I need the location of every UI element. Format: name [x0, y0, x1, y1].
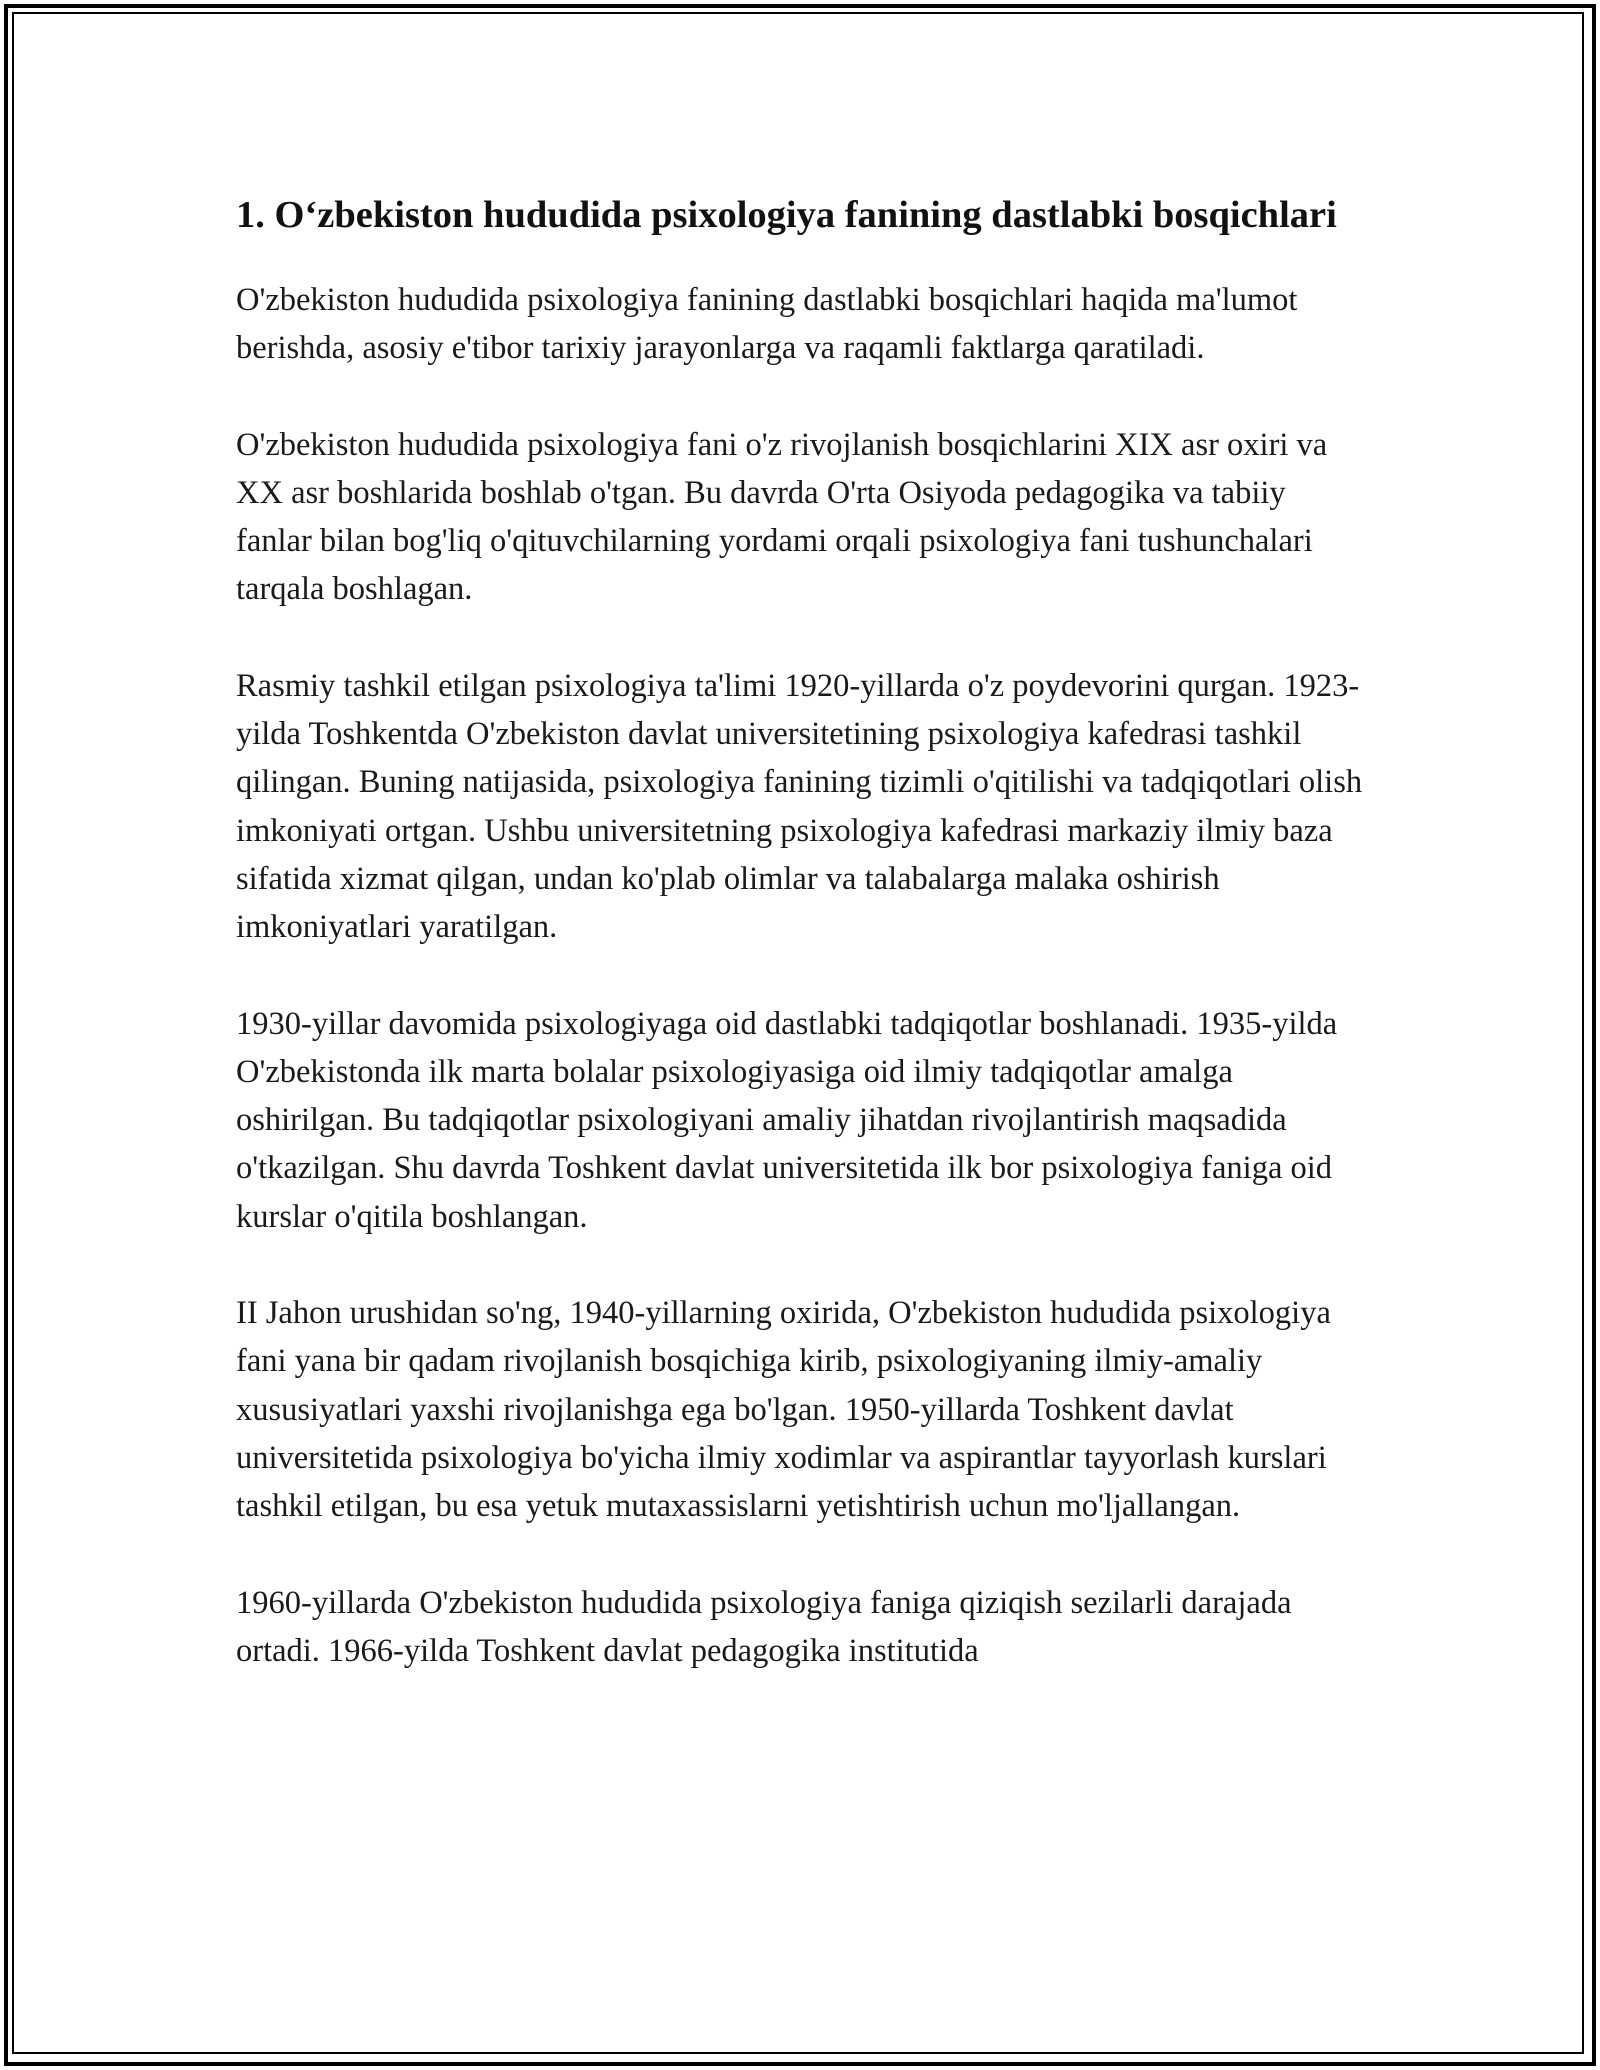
paragraph-postwar: II Jahon urushidan so'ng, 1940-yillarning oxirida, O'zbekiston hududida psixologiya fani yana bir qadam rivojlanish bosqichiga kirib, psixologiyaning ilmiy-amaliy xususiyatlari yaxshi rivojlanishga ega bo'lgan. 1950-yillarda Toshkent davlat universitetida psixologiya bo'yicha ilmiy xodimlar va aspirantlar tayyorlash kurslari tashkil etilgan, bu esa yetuk mutaxassislarni yetishtirish uchun mo'ljallangan.: [236, 1295, 1331, 1525]
paragraph-intro: O'zbekiston hududida psixologiya fanining dastlabki bosqichlari haqida ma'lumot berishda, asosiy e'tibor tarixiy jarayonlarga va raqamli faktlarga qaratiladi.: [236, 282, 1298, 367]
paragraph-early-stages: O'zbekiston hududida psixologiya fani o'z rivojlanish bosqichlarini XIX asr oxiri va XX asr boshlarida boshlab o'tgan. Bu davrda O'rta Osiyoda pedagogika va tabiiy fanlar bilan bog'liq o'qituvchilarning yordami orqali psixologiya fani tushunchalari tarqala boshlagan.: [236, 426, 1328, 608]
paragraph-1960s: 1960-yillarda O'zbekiston hududida psixologiya faniga qiziqish sezilarli darajada ortadi. 1966-yilda Toshkent davlat pedagogika institutida: [236, 1584, 1292, 1669]
paragraph-1920s: Rasmiy tashkil etilgan psixologiya ta'limi 1920-yillarda o'z poydevorini qurgan. 1923-yilda Toshkentda O'zbekiston davlat universitetining psixologiya kafedrasi tashkil qilingan. Buning natijasida, psixologiya fanining tizimli o'qitilishi va tadqiqotlari olish imkoniyati ortgan. Ushbu universitetning psixologiya kafedrasi markaziy ilmiy baza sifatida xizmat qilgan, undan ko'plab olimlar va talabalarga malaka oshirish imkoniyatlari yaratilgan.: [236, 667, 1363, 946]
paragraph-1930s: 1930-yillar davomida psixologiyaga oid dastlabki tadqiqotlar boshlanadi. 1935-yilda O'zbekistonda ilk marta bolalar psixologiyasiga oid ilmiy tadqiqotlar amalga oshirilgan. Bu tadqiqotlar psixologiyani amaliy jihatdan rivojlantirish maqsadida o'tkazilgan. Shu davrda Toshkent davlat universitetida ilk bor psixologiya faniga oid kurslar o'qitila boshlangan.: [236, 1005, 1338, 1235]
section-heading: 1. O‘zbekiston hududida psixologiya fanining dastlabki bosqichlari: [236, 194, 1337, 236]
document-body: [236, 188, 1366, 1723]
